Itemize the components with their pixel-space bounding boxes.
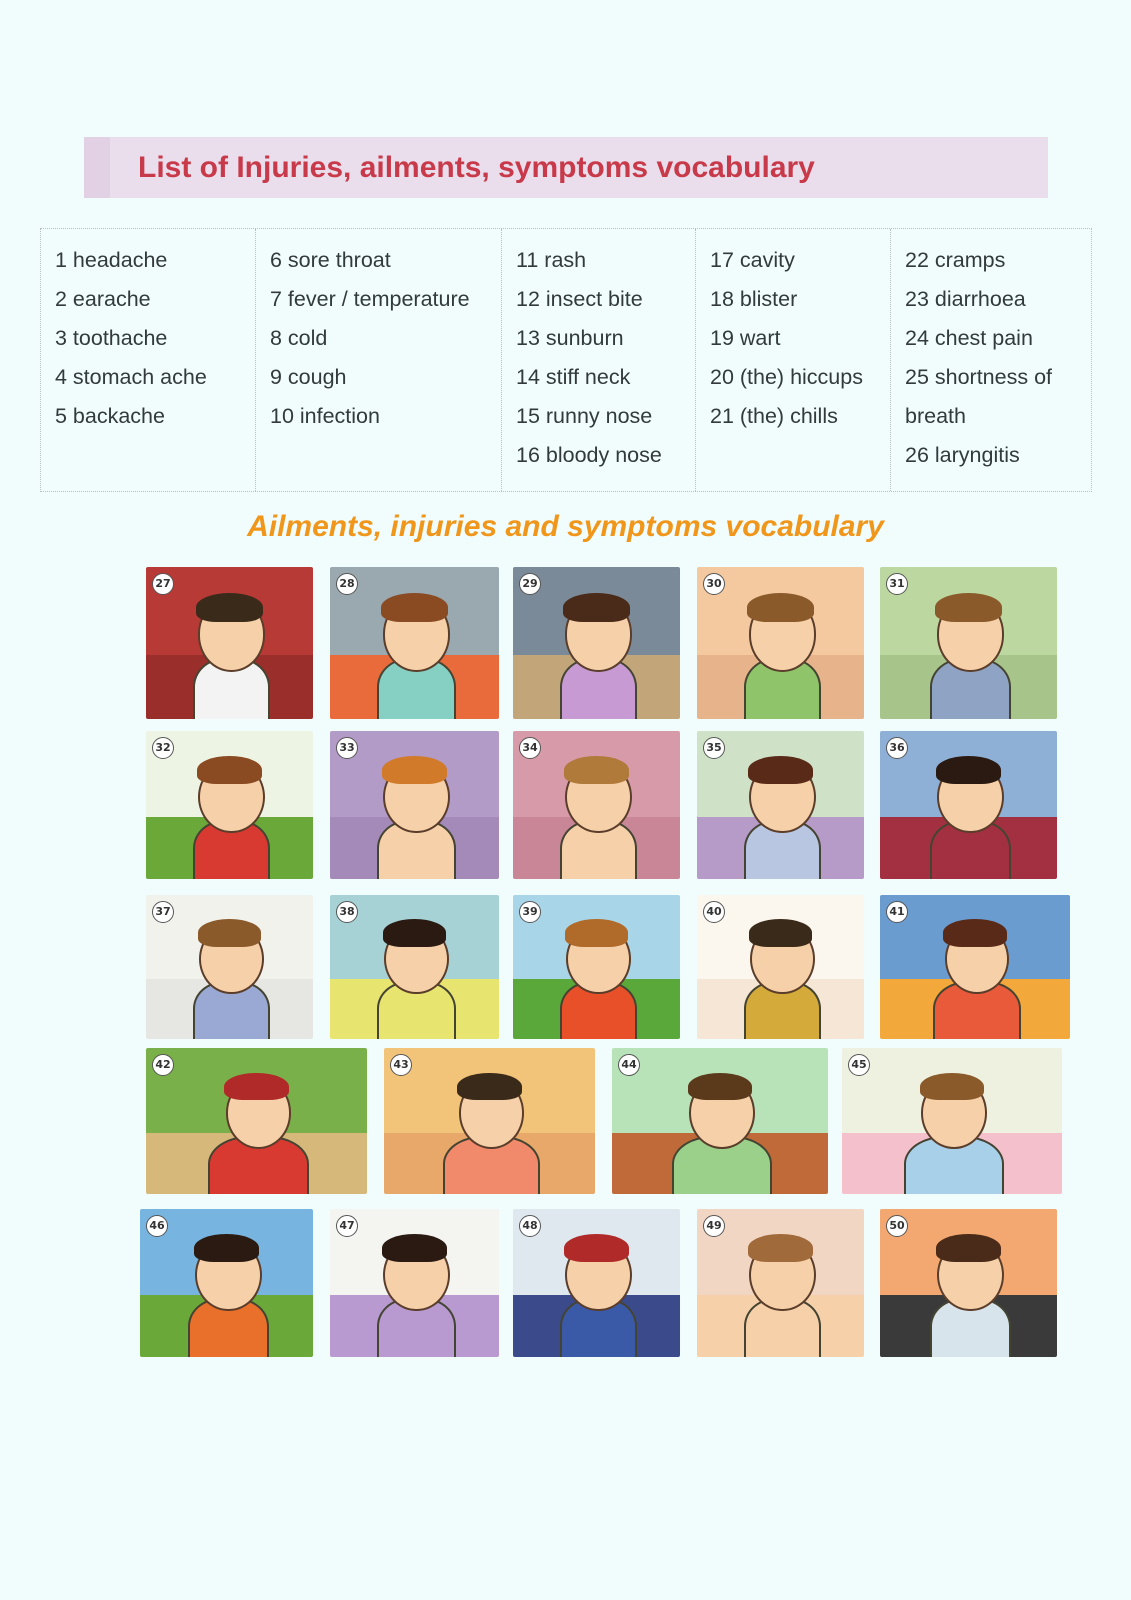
vocab-item: 5 backache	[55, 404, 165, 428]
section-subtitle: Ailments, injuries and symptoms vocabulary	[247, 510, 884, 543]
illustration-number: 50	[886, 1215, 908, 1237]
person-hair	[196, 593, 263, 622]
vocab-item: 4 stomach ache	[55, 365, 207, 389]
illustration-37	[146, 895, 313, 1039]
illustration-46	[140, 1209, 313, 1357]
vocab-item: 2 earache	[55, 287, 151, 311]
person-hair	[563, 593, 630, 622]
illustration-39	[513, 895, 680, 1039]
vocab-item: 20 (the) hiccups	[710, 365, 863, 389]
illustration-27	[146, 567, 313, 719]
vocab-item: 12 insect bite	[516, 287, 643, 311]
vocab-item: breath	[905, 404, 966, 428]
person-hair	[197, 756, 262, 784]
illustration-42	[146, 1048, 367, 1194]
illustration-number: 48	[519, 1215, 541, 1237]
vocab-item: 23 diarrhoea	[905, 287, 1026, 311]
vocab-item: 26 laryngitis	[905, 443, 1020, 467]
person-hair	[382, 756, 447, 784]
illustration-number: 43	[390, 1054, 412, 1076]
person-hair	[936, 756, 1001, 784]
person-hair	[943, 919, 1007, 946]
vocab-item: 22 cramps	[905, 248, 1006, 272]
illustration-number: 35	[703, 737, 725, 759]
person-hair	[224, 1073, 288, 1101]
person-hair	[564, 1234, 629, 1262]
illustration-number: 46	[146, 1215, 168, 1237]
title-bar	[84, 137, 1048, 198]
illustration-34	[513, 731, 680, 879]
person-hair	[381, 593, 448, 622]
person-hair	[747, 593, 814, 622]
vocab-column-4	[696, 229, 891, 491]
vocab-item: 18 blister	[710, 287, 798, 311]
illustration-38	[330, 895, 499, 1039]
vocab-item: 21 (the) chills	[710, 404, 838, 428]
vocab-column-2	[256, 229, 502, 491]
vocab-item: 7 fever / temperature	[270, 287, 470, 311]
illustration-50	[880, 1209, 1057, 1357]
illustration-number: 27	[152, 573, 174, 595]
vocab-column-3	[502, 229, 696, 491]
person-hair	[688, 1073, 752, 1101]
person-hair	[935, 593, 1002, 622]
illustration-number: 34	[519, 737, 541, 759]
illustration-number: 28	[336, 573, 358, 595]
title-accent	[84, 137, 110, 198]
illustration-33	[330, 731, 499, 879]
illustration-number: 47	[336, 1215, 358, 1237]
person-hair	[198, 919, 262, 946]
illustration-number: 39	[519, 901, 541, 923]
illustration-number: 49	[703, 1215, 725, 1237]
vocab-item: 16 bloody nose	[516, 443, 662, 467]
vocab-item: 11 rash	[516, 248, 587, 272]
vocab-item: 1 headache	[55, 248, 168, 272]
illustration-32	[146, 731, 313, 879]
vocab-item: 9 cough	[270, 365, 347, 389]
vocab-item: 10 infection	[270, 404, 380, 428]
illustration-number: 30	[703, 573, 725, 595]
illustration-number: 41	[886, 901, 908, 923]
illustration-44	[612, 1048, 828, 1194]
vocab-item: 3 toothache	[55, 326, 168, 350]
illustration-number: 29	[519, 573, 541, 595]
illustration-48	[513, 1209, 680, 1357]
person-hair	[382, 1234, 447, 1262]
vocab-item: 13 sunburn	[516, 326, 624, 350]
illustration-29	[513, 567, 680, 719]
page-title: List of Injuries, ailments, symptoms vocabulary	[138, 151, 815, 184]
person-hair	[920, 1073, 984, 1101]
person-hair	[748, 1234, 813, 1262]
person-hair	[749, 919, 813, 946]
illustration-47	[330, 1209, 499, 1357]
person-hair	[457, 1073, 521, 1101]
illustration-number: 32	[152, 737, 174, 759]
illustration-35	[697, 731, 864, 879]
illustration-28	[330, 567, 499, 719]
illustration-43	[384, 1048, 595, 1194]
vocab-item: 17 cavity	[710, 248, 795, 272]
illustration-36	[880, 731, 1057, 879]
illustration-49	[697, 1209, 864, 1357]
person-hair	[383, 919, 447, 946]
vocab-item: 25 shortness of	[905, 365, 1053, 389]
illustration-number: 36	[886, 737, 908, 759]
person-hair	[748, 756, 813, 784]
illustration-31	[880, 567, 1057, 719]
illustration-40	[697, 895, 864, 1039]
person-hair	[565, 919, 629, 946]
illustration-number: 33	[336, 737, 358, 759]
vocab-column-5	[891, 229, 1091, 491]
illustration-number: 42	[152, 1054, 174, 1076]
vocab-item: 24 chest pain	[905, 326, 1033, 350]
illustration-number: 40	[703, 901, 725, 923]
illustration-30	[697, 567, 864, 719]
person-hair	[936, 1234, 1001, 1262]
vocab-item: 6 sore throat	[270, 248, 391, 272]
person-hair	[564, 756, 629, 784]
vocab-item: 15 runny nose	[516, 404, 653, 428]
vocab-item: 14 stiff neck	[516, 365, 631, 389]
vocab-item: 8 cold	[270, 326, 328, 350]
illustration-number: 31	[886, 573, 908, 595]
illustration-41	[880, 895, 1070, 1039]
vocabulary-table	[40, 228, 1092, 492]
illustration-number: 44	[618, 1054, 640, 1076]
person-hair	[194, 1234, 259, 1262]
illustration-number: 38	[336, 901, 358, 923]
vocab-item: 19 wart	[710, 326, 781, 350]
illustration-number: 45	[848, 1054, 870, 1076]
illustration-number: 37	[152, 901, 174, 923]
vocab-column-1	[41, 229, 256, 491]
illustration-45	[842, 1048, 1062, 1194]
